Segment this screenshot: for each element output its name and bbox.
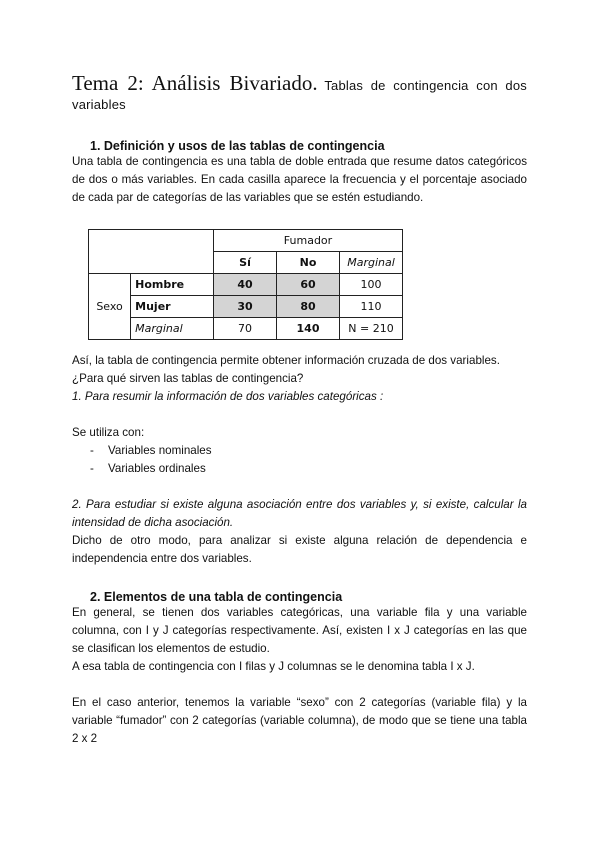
table-cell: 40 bbox=[214, 274, 277, 296]
table-row-label: Hombre bbox=[131, 274, 214, 296]
table-col-header: Sí bbox=[214, 252, 277, 274]
text-line: ¿Para qué sirven las tablas de contingencia? bbox=[72, 372, 304, 386]
table-row-group: Sexo bbox=[89, 274, 131, 340]
document-page bbox=[72, 70, 527, 748]
use-2-explanation: Dicho de otro modo, para analizar si existe alguna relación de dependencia e independencia entre dos variables. bbox=[72, 534, 527, 566]
text-line: Así, la tabla de contingencia permite obtener información cruzada de dos variables. bbox=[72, 354, 500, 368]
table-cell: 70 bbox=[214, 318, 277, 340]
table-cell: 60 bbox=[277, 274, 340, 296]
section-2-example: En el caso anterior, tenemos la variable “sexo” con 2 categorías (variable fila) y la variable “fumador” con 2 categorías (variable columna), de modo que se tiene una tabla 2 x 2 bbox=[72, 696, 527, 746]
uses-label: Se utiliza con: bbox=[72, 426, 145, 440]
table-col-header: No bbox=[277, 252, 340, 274]
section-2-heading: 2. Elementos de una tabla de contingencia bbox=[90, 590, 343, 605]
list-item: - Variables nominales bbox=[90, 442, 527, 460]
table-cell: 100 bbox=[340, 274, 403, 296]
list-item: - Variables ordinales bbox=[90, 460, 527, 478]
use-2-heading: 2. Para estudiar si existe alguna asociación entre dos variables y, si existe, calcular la intensidad de dicha asociación. bbox=[72, 498, 527, 530]
uses-list bbox=[72, 442, 527, 478]
table-empty-corner bbox=[89, 230, 214, 274]
table-cell: 30 bbox=[214, 296, 277, 318]
section-2-paragraph: En general, se tienen dos variables categóricas, una variable fila y una variable columna, con I y J categorías respectivamente. Así, existen I x J categorías en las que se clasifican los elementos de estudio. bbox=[72, 606, 527, 656]
section-1-paragraph: Una tabla de contingencia es una tabla de doble entrada que resume datos categóricos de dos o más variables. En cada casilla aparece la frecuencia y el porcentaje asociado de cada par de categorías de las variables que se estén estudiando. bbox=[72, 155, 527, 205]
table-cell: 80 bbox=[277, 296, 340, 318]
section-2-line: A esa tabla de contingencia con I filas y J columnas se le denomina tabla I x J. bbox=[72, 660, 475, 674]
table-row-label: Mujer bbox=[131, 296, 214, 318]
section-1-heading: 1. Definición y usos de las tablas de contingencia bbox=[90, 139, 385, 154]
table-col-group: Fumador bbox=[214, 230, 403, 252]
title-subtitle: Tablas de contingencia con dos variables bbox=[72, 78, 527, 113]
table-cell: 110 bbox=[340, 296, 403, 318]
contingency-table bbox=[88, 229, 403, 340]
document-title bbox=[72, 70, 527, 114]
table-cell: N = 210 bbox=[340, 318, 403, 340]
table-cell: 140 bbox=[277, 318, 340, 340]
table-row-label: Marginal bbox=[131, 318, 214, 340]
title-main: Tema 2: Análisis Bivariado. bbox=[72, 71, 318, 95]
table-col-header: Marginal bbox=[340, 252, 403, 274]
use-1-heading: 1. Para resumir la información de dos variables categóricas : bbox=[72, 390, 384, 404]
